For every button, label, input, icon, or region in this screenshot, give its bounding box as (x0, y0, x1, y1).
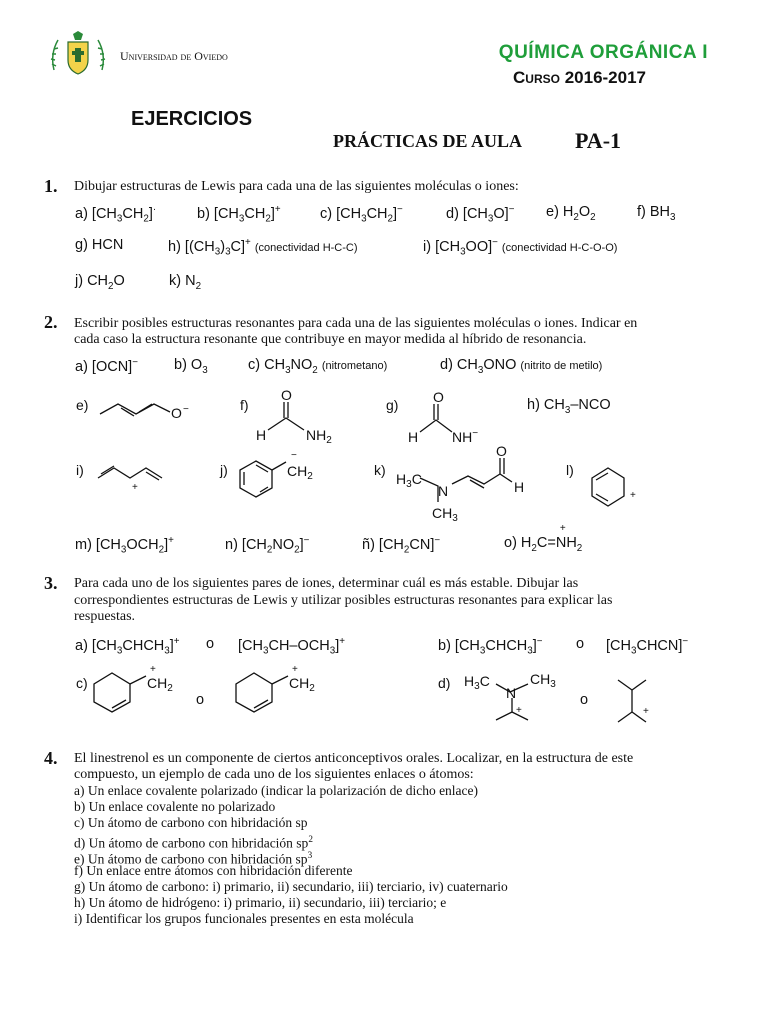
svg-text:H: H (256, 427, 267, 443)
svg-text:+: + (132, 482, 138, 493)
svg-text:CH3: $CH_3$ (432, 505, 458, 524)
svg-text:−: − (183, 404, 189, 415)
q1-item-d: d) $[CH_3O]^-$ (446, 204, 515, 225)
q4-item-e-sup: 3 (307, 850, 313, 860)
q1-item-f: f) $BH_3$ (637, 204, 676, 223)
section-title: EJERCICIOS (131, 108, 253, 130)
q3-text-line3: respuestas. (74, 609, 136, 624)
svg-text:N: N (506, 685, 517, 701)
svg-text:O: O (171, 405, 182, 421)
svg-text:O: O (281, 387, 292, 403)
svg-text:−: − (291, 450, 297, 461)
q3-or-d: o (580, 692, 589, 708)
q4-item-c: c) Un átomo de carbono con hibridación sp (74, 815, 308, 830)
q1-item-g: g) HCN (75, 237, 124, 253)
svg-text:CH2: $CH_2$ (147, 675, 173, 694)
q3-item-b2: $[CH_3CHCN]^-$ (606, 636, 689, 657)
q4-item-f: f) Un enlace entre átomos con hibridación diferente (74, 863, 353, 878)
svg-text:H: H (514, 479, 525, 495)
q1-item-h: h) $[(CH_3)_3C]^+$ (conectividad H-C-C) (168, 237, 358, 258)
svg-text:NH−: NH− (452, 428, 479, 445)
svg-text:H3C: $H_3C$ (396, 471, 422, 490)
q3-text-line2: correspondientes estructuras de Lewis y utilizar posibles estructuras resonantes para explicar las (74, 593, 613, 608)
q2-item-m: m) $[CH_3OCH_2]^+$ (75, 535, 174, 556)
q4-item-e-text: e) Un átomo de carbono con hibridación sp (74, 851, 308, 867)
q4-item-a: a) Un enlace covalente polarizado (indicar la polarización de dicho enlace) (74, 783, 479, 798)
svg-text:O: O (496, 443, 507, 459)
q4-text-line1: El linestrenol es un componente de ciertos anticonceptivos orales. Localizar, en la estructura de este (74, 751, 634, 766)
q3-or-a: o (206, 636, 215, 652)
q4-item-b: b) Un enlace covalente no polarizado (74, 799, 276, 814)
q2-number: 2. (44, 312, 58, 332)
q2-item-ntilde: ñ) $[CH_2CN]^-$ (362, 535, 441, 556)
q1-item-b: b) $[CH_3CH_2]^+$ (197, 204, 281, 225)
svg-text:CH3: $CH_3$ (530, 671, 556, 690)
svg-text:+: + (150, 664, 156, 675)
q2-item-c: c) $CH_3NO_2$ (nitrometano) (248, 357, 388, 376)
q2-label-f: f) (240, 397, 249, 413)
svg-text:+: + (643, 706, 649, 717)
q3-label-c: c) (76, 675, 88, 691)
course-year: Curso 2016-2017 (513, 68, 646, 87)
svg-text:+: + (630, 490, 636, 501)
q3-label-d: d) (438, 675, 451, 691)
q3-item-a1: a) $[CH_3CHCH_3]^+$ (75, 636, 180, 657)
svg-text:O: O (433, 389, 444, 405)
q2-item-d-note: (nitrito de metilo) (520, 360, 603, 372)
q2-label-j: j) (220, 462, 228, 478)
q1-number: 1. (44, 176, 58, 196)
q2-label-k: k) (374, 462, 386, 478)
svg-text:CH2: $CH_2$ (287, 463, 313, 482)
q2-item-a: a) [OCN]− (75, 357, 138, 375)
svg-text:NH2: $NH_2$ (306, 427, 332, 446)
q2-label-e: e) (76, 397, 89, 413)
q4-item-h: h) Un átomo de hidrógeno: i) primario, ii) secundario, iii) terciario; e (74, 895, 447, 910)
q4-item-g: g) Un átomo de carbono: i) primario, ii) secundario, iii) terciario, iv) cuaternario (74, 879, 508, 894)
q2-item-c-note: (nitrometano) (321, 360, 388, 372)
q2-item-d: d) $CH_3ONO$ (nitrito de metilo) (440, 357, 603, 376)
q2-item-o: o) $H_2C=NH_2$ + (504, 523, 583, 554)
svg-text:N: N (438, 483, 449, 499)
q2-label-l: l) (566, 462, 574, 478)
svg-text:H3C: $H_3C$ (464, 673, 490, 692)
svg-text:+: + (516, 705, 522, 716)
q4-number: 4. (44, 748, 58, 768)
q1-text: Dibujar estructuras de Lewis para cada una de las siguientes moléculas o iones: (74, 179, 519, 194)
svg-text:H: H (408, 429, 419, 445)
q4-item-d-sup: 2 (308, 834, 313, 844)
q2-label-g: g) (386, 397, 399, 413)
q2-item-b: b) $O_3$ (174, 357, 208, 376)
q2-item-h: h) $CH_3$–NCO (527, 397, 611, 416)
q2-text-line2: cada caso la estructura resonante que contribuye en mayor medida al híbrido de resonancia. (74, 332, 587, 347)
q4-item-i: i) Identificar los grupos funcionales presentes en esta molécula (74, 911, 414, 926)
svg-text:+: + (292, 664, 298, 675)
university-name: Universidad de Oviedo (120, 49, 228, 63)
q3-item-a2: $[CH_3CH-OCH_3]^+$ (238, 636, 345, 657)
exercise-code: PA-1 (575, 128, 622, 153)
q3-item-b1: b) $[CH_3CHCH_3]^-$ (438, 636, 543, 657)
q1-item-j: j) $CH_2O$ (75, 273, 125, 292)
q3-or-b: o (576, 636, 585, 652)
course-title: QUÍMICA ORGÁNICA I (498, 42, 708, 63)
q1-item-i: i) $[CH_3OO]^-$ (conectividad H-C-O-O) (423, 237, 618, 258)
q1-item-e: e) $H_2O_2$ (546, 204, 596, 223)
q3-or-c: o (196, 692, 205, 708)
q1-item-c: c) $[CH_3CH_2]^-$ (320, 204, 403, 225)
q4-text-line2: compuesto, un ejemplo de cada uno de los siguientes enlaces o átomos: (74, 767, 474, 782)
q2-label-i: i) (76, 462, 84, 478)
q1-item-h-note: (conectividad H-C-C) (254, 241, 358, 254)
q3-text-line1: Para cada uno de los siguientes pares de iones, determinar cuál es más estable. Dibujar las (74, 576, 579, 591)
svg-text:CH2: $CH_2$ (289, 675, 315, 694)
q3-number: 3. (44, 573, 58, 593)
q4-item-d-text: d) Un átomo de carbono con hibridación sp (74, 835, 309, 851)
practicas-title: PRÁCTICAS DE AULA (333, 131, 523, 151)
q1-item-i-note: (conectividad H-C-O-O) (501, 241, 618, 254)
q2-text-line1: Escribir posibles estructuras resonantes para cada una de las siguientes moléculas o iones. Indicar en (74, 316, 638, 331)
q1-item-a: a) $[CH_3CH_2]^\cdot$ (75, 204, 157, 225)
q2-item-n: n) $[CH_2NO_2]^-$ (225, 535, 310, 556)
q1-item-k: k) $N_2$ (169, 273, 202, 292)
